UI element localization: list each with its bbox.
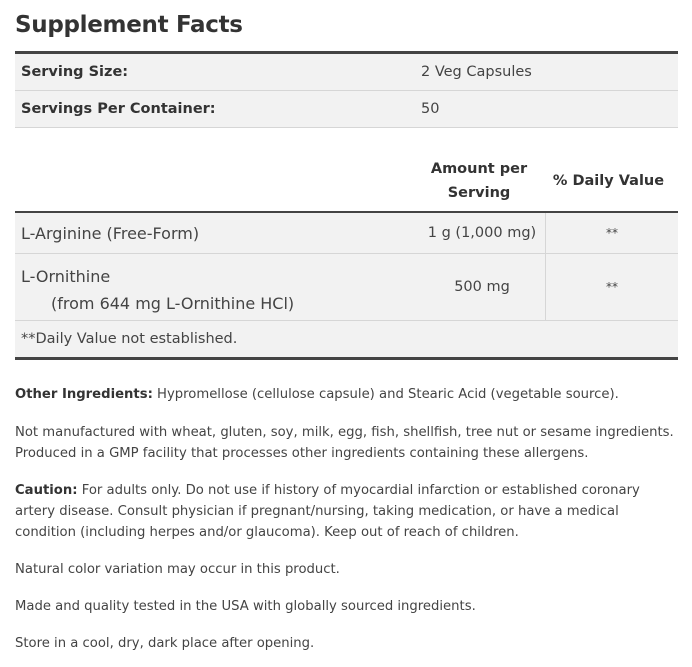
supplement-facts-table	[15, 150, 678, 360]
storage-note: Store in a cool, dry, dark place after opening.	[15, 636, 315, 651]
ingredient-amount: 1 g (1,000 mg)	[427, 225, 537, 241]
other-ingredients-label: Other Ingredients:	[15, 387, 153, 402]
other-ingredients	[15, 384, 680, 405]
allergen-line-1: Not manufactured with wheat, gluten, soy, milk, egg, fish, shellfish, tree nut or sesame ingredients.	[15, 425, 674, 440]
serving-size-label: Serving Size:	[21, 64, 129, 80]
color-variation-note: Natural color variation may occur in this product.	[15, 562, 340, 577]
page-title: Supplement Facts	[15, 12, 243, 38]
servings-per-container-value: 50	[421, 101, 440, 117]
ingredient-source: (from 644 mg L-Ornithine HCl)	[51, 294, 295, 313]
header-amount-line2: Serving	[447, 184, 511, 201]
serving-size-value: 2 Veg Capsules	[421, 64, 532, 80]
caution-text: For adults only. Do not use if history of myocardial infarction or established coronary artery disease. Consult physician if pregnant/nursing, taking medication, or have a medical condition (including herpes and/or glaucoma). Keep out of reach of children.	[15, 483, 640, 540]
servings-per-container-row	[15, 91, 678, 128]
ingredient-daily-value: **	[545, 254, 678, 320]
caution-label: Caution:	[15, 483, 78, 498]
other-ingredients-text: Hypromellose (cellulose capsule) and Stearic Acid (vegetable source).	[152, 387, 619, 402]
table-row	[15, 213, 678, 254]
header-amount-per-serving	[419, 157, 539, 205]
ingredient-name-cell	[15, 254, 419, 320]
allergen-statement	[15, 422, 680, 464]
serving-info-table	[15, 51, 678, 128]
ingredient-name: L-Arginine (Free-Form)	[21, 223, 200, 243]
caution-statement	[15, 480, 680, 543]
ingredient-daily-value: **	[545, 213, 678, 253]
table-row	[15, 254, 678, 321]
allergen-line-2: Produced in a GMP facility that processes other ingredients containing these allergens.	[15, 446, 589, 461]
header-amount-line1: Amount per	[430, 160, 528, 177]
serving-size-row	[15, 54, 678, 91]
header-daily-value: % Daily Value	[552, 172, 665, 189]
ingredient-name: L-Ornithine	[21, 267, 111, 286]
daily-value-footnote: **Daily Value not established.	[15, 321, 678, 360]
ingredient-amount: 500 mg	[454, 279, 510, 295]
table-header	[15, 150, 678, 213]
made-in-usa-note: Made and quality tested in the USA with globally sourced ingredients.	[15, 599, 476, 614]
servings-per-container-label: Servings Per Container:	[21, 101, 216, 117]
